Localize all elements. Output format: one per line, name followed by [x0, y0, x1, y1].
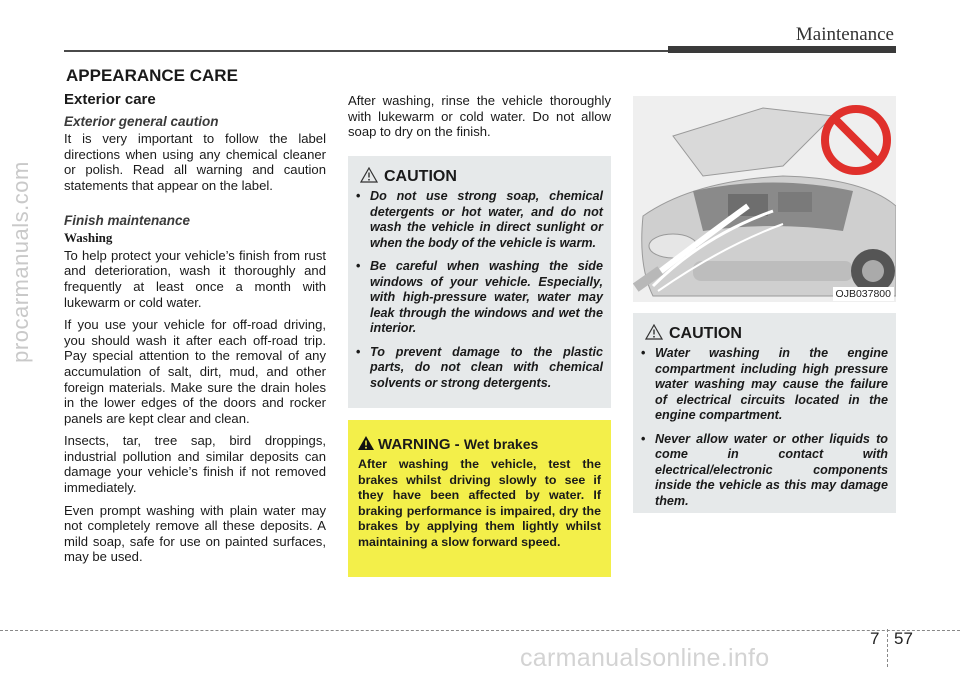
header-rule	[64, 50, 674, 52]
image-caption: OJB037800	[833, 287, 894, 301]
column-left	[64, 92, 326, 572]
chapter-number: 7	[870, 629, 880, 648]
header-title: Maintenance	[795, 24, 894, 45]
finish-maintenance-subheading: Finish maintenance	[64, 212, 191, 228]
rinse-paragraph: After washing, rinse the vehicle thoroughly with lukewarm or cold water. Do not allow soap to dry on the finish.	[348, 93, 611, 140]
caution-item: • Be careful when washing the side windows of your vehicle. Especially, with high-pressure water, water may leak through the windows and wet the interior.	[348, 259, 603, 337]
caution-item: • Never allow water or other liquids to come in contact with electrical/electronic components inside the vehicle as this may damage them.	[633, 432, 888, 510]
header-rule-accent	[668, 46, 896, 53]
caution-title: CAUTION	[384, 168, 457, 185]
washing-paragraph-3: Insects, tar, tree sap, bird droppings, industrial pollution and similar deposits can damage your vehicle’s finish if not removed immediately.	[64, 433, 326, 496]
prohibited-icon	[820, 104, 892, 176]
section-title: APPEARANCE CARE	[66, 66, 238, 85]
general-caution-paragraph: It is very important to follow the label directions when using any chemical cleaner or polish. Read all warning and caution statements that appear on the label.	[64, 131, 326, 193]
page-number: 57	[894, 629, 913, 648]
caution-item: • Do not use strong soap, chemical detergents or hot water, and do not wash the vehicle in direct sunlight or when the body of the vehicle is warm.	[348, 189, 603, 251]
warning-triangle-icon	[360, 167, 378, 183]
caution-box-engine	[633, 313, 896, 513]
washing-paragraph-1: To help protect your vehicle’s finish from rust and deterioration, wash it thoroughly and frequently at least once a month with lukewarm or cold water.	[64, 247, 326, 310]
warning-text: After washing the vehicle, test the brakes whilst driving slowly to see if they have been affected by water. If braking performance is impaired, dry the brakes by applying them lightly whilst maintaining a slow forward speed.	[358, 457, 601, 549]
caution-item: • To prevent damage to the plastic parts, do not clean with chemical solvents or strong detergents.	[348, 345, 603, 392]
washing-paragraph-4: Even prompt washing with plain water may not completely remove all these deposits. A mild soap, safe for use on painted surfaces, may be used.	[64, 502, 326, 565]
caution-list	[633, 346, 888, 517]
washing-label: Washing	[64, 230, 113, 246]
warning-triangle-icon	[357, 435, 375, 451]
engine-wash-illustration	[633, 96, 896, 302]
warning-subtitle: Wet brakes	[463, 436, 539, 452]
side-watermark: procarmanuals.com	[8, 161, 33, 363]
general-caution-subheading: Exterior general caution	[64, 113, 219, 129]
warning-box-wet-brakes	[348, 420, 611, 577]
bottom-watermark: carmanualsonline.info	[520, 644, 770, 672]
page-number-divider	[887, 629, 888, 667]
caution-box-washing	[348, 156, 611, 408]
warning-label: WARNING -	[378, 436, 460, 453]
exterior-care-heading: Exterior care	[64, 91, 156, 108]
caution-title: CAUTION	[669, 325, 742, 342]
caution-list	[348, 189, 603, 399]
footer-rule	[0, 630, 960, 631]
warning-triangle-icon	[645, 324, 663, 340]
warning-title	[378, 436, 538, 453]
caution-item: • Water washing in the engine compartment including high pressure water washing may cause the failure of electrical circuits located in the engine compartment.	[633, 346, 888, 424]
washing-paragraph-2: If you use your vehicle for off-road driving, you should wash it after each off-road trip. Pay special attention to the removal of any accumulation of salt, dirt, mud, and other foreign materials. Make sure the drain holes in the lower edges of the doors and rocker panels are kept clear and clean.	[64, 317, 326, 426]
